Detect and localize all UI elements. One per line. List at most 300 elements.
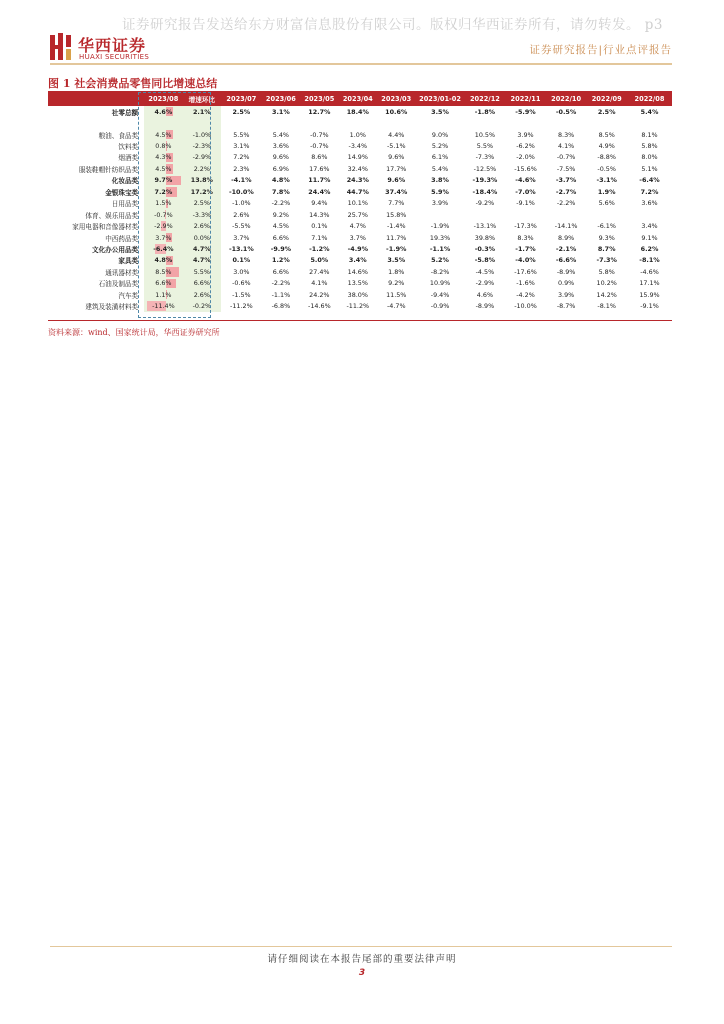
table-cell: 3.7% [349,233,366,242]
table-cell: -9.4% [430,290,450,299]
table-cell: 9.6% [272,153,289,162]
table-cell: 18.4% [346,107,369,116]
current-month-cell [144,209,182,220]
table-cell [546,209,587,220]
table-row [48,266,672,277]
table-cell: -8.7% [556,302,576,311]
table-cell: -1.2% [309,244,330,253]
table-cell [505,209,546,220]
table-row [48,243,672,254]
table-cell: 4.1% [557,142,575,151]
table-cell: -8.9% [475,302,495,311]
table-cell: -2.1% [555,244,577,253]
table-cell: -4.5% [475,267,495,276]
table-cell: 9.2% [272,210,289,219]
cell-value: 7.2% [154,187,173,196]
table-cell [377,117,415,128]
table-row [48,140,672,151]
table-cell: 7.7% [388,199,405,208]
mom-change-cell: 13.8% [183,175,221,186]
table-cell: 44.7% [346,187,369,196]
table-cell: 5.4% [431,164,449,173]
row-label: 粮油、食品类 [98,131,139,140]
table-cell: 39.8% [474,233,496,242]
source-note: 资料来源：wind、国家统计局，华西证券研究所 [48,328,220,337]
row-label: 通讯器材类 [105,268,139,277]
table-cell: -1.8% [474,107,496,116]
table-cell: 9.0% [431,130,449,139]
table-cell [300,117,338,128]
table-cell: 3.8% [431,176,449,185]
table-row [48,175,672,186]
row-label: 汽车类 [118,291,139,300]
row-label: 中西药品类 [105,234,139,243]
table-cell: -0.7% [556,153,576,162]
table-cell [465,209,506,220]
table-cell: 5.4% [640,107,659,116]
table-cell: 14.6% [347,267,368,276]
table-cell: -8.2% [430,267,450,276]
row-label: 服装鞋帽针纺织品类 [78,165,139,174]
table-cell [339,117,377,128]
table-row [48,300,672,311]
table-cell: 0.1% [232,256,251,265]
mom-change-cell: 2.6% [183,220,221,231]
table-cell: -4.2% [516,290,535,299]
mom-change-cell: 6.6% [183,278,221,289]
table-cell: -2.7% [555,187,577,196]
table-cell: 5.1% [641,164,658,173]
legal-disclaimer: 请仔细阅读在本报告尾部的重要法律声明 [267,954,457,965]
table-row [48,289,672,300]
current-month-cell [144,232,182,243]
column-header: 2023/01-02 [415,92,464,106]
table-cell: -6.4% [639,176,660,185]
table-cell: 25.7% [347,210,368,219]
table-cell [627,117,672,128]
row-label: 烟酒类 [118,154,139,163]
row-label: 金银珠宝类 [105,188,139,197]
table-cell: 37.4% [385,187,408,196]
table-cell: 4.7% [349,222,366,231]
table-cell: 8.3% [557,130,575,139]
mom-change-cell: 17.2% [183,186,221,197]
table-cell: 4.6% [476,290,494,299]
table-cell: 24.2% [309,290,330,299]
retail-growth-table [48,92,672,312]
table-cell: -19.3% [472,176,498,185]
table-cell: -6.6% [555,256,577,265]
current-month-cell [144,289,182,300]
logo-en-text: HUAXI SECURITIES [79,53,150,61]
mom-change-cell: -2.9% [183,152,221,163]
mom-change-cell: 5.5% [183,266,221,277]
table-cell: 17.7% [386,164,407,173]
table-cell: 8.5% [598,130,615,139]
table-cell: 6.1% [431,153,449,162]
table-cell: 17.6% [309,164,330,173]
mom-change-cell: -1.0% [183,129,221,140]
table-cell: -17.3% [514,222,537,231]
table-row [48,106,672,117]
report-type-label: 证券研究报告|行业点评报告 [529,44,672,56]
table-cell: 8.9% [557,233,575,242]
table-cell: -12.5% [473,164,497,173]
table-cell: 5.4% [272,130,289,139]
table-cell: 3.9% [431,199,449,208]
table-cell: -8.9% [556,267,576,276]
table-cell: 5.8% [598,267,615,276]
table-cell: -0.6% [232,279,251,288]
mom-change-cell: 2.1% [183,106,221,117]
table-cell: -0.9% [430,302,450,311]
header-divider [50,63,672,65]
cell-value: 8.5% [155,267,172,276]
table-cell: 6.2% [640,244,659,253]
table-cell: -1.4% [386,222,406,231]
table-cell: -4.7% [386,302,406,311]
table-cell: -11.2% [346,302,370,311]
table-cell: 14.9% [347,153,368,162]
table-cell [415,209,464,220]
table-cell: -8.1% [597,302,616,311]
table-cell: 14.2% [596,290,617,299]
table-cell: -3.1% [596,176,617,185]
table-cell: 8.7% [597,244,616,253]
table-cell: 5.2% [431,256,449,265]
table-cell: 1.2% [272,256,290,265]
page-number: 3 [358,968,366,978]
current-month-cell [144,300,182,311]
huaxi-logo-icon [50,33,72,60]
table-cell: -4.1% [231,176,252,185]
table-cell: -0.7% [310,130,329,139]
table-cell: 8.1% [641,130,658,139]
table-cell: 5.0% [310,256,329,265]
table-cell: 3.9% [557,290,575,299]
cell-value: 4.5% [155,130,172,139]
table-cell: 5.2% [431,142,449,151]
current-month-cell [144,152,182,163]
cell-value: 4.5% [155,164,172,173]
table-cell: -0.7% [310,142,329,151]
table-cell: -17.6% [514,267,537,276]
mom-change-cell: 4.7% [183,255,221,266]
table-cell: -2.2% [271,199,291,208]
table-cell: 4.5% [272,222,289,231]
column-header: 2022/10 [546,92,587,106]
table-cell: 9.3% [598,233,615,242]
table-cell: -6.2% [516,142,535,151]
cell-value: 1.5% [155,199,172,208]
current-month-cell [144,129,182,140]
table-cell [546,117,587,128]
mom-change-cell [183,117,221,128]
table-cell: -4.6% [640,267,659,276]
table-cell: 6.9% [272,164,289,173]
current-month-cell [144,243,182,254]
current-month-cell [144,266,182,277]
column-header: 2023/05 [300,92,338,106]
table-cell: -9.2% [475,199,495,208]
row-label: 家用电器和音像器材类 [72,223,139,232]
column-header: 2022/11 [505,92,546,106]
table-cell: 9.4% [311,199,328,208]
figure-title: 图 1 社会消费品零售同比增速总结 [48,77,218,90]
table-cell: -13.1% [228,244,254,253]
table-cell: 9.1% [641,233,658,242]
table-cell [627,209,672,220]
table-cell [221,117,262,128]
column-header: 2022/08 [627,92,672,106]
table-cell: -6.8% [271,302,291,311]
table-row [48,186,672,197]
table-cell: 3.6% [641,199,658,208]
table-cell: 5.6% [598,199,615,208]
table-cell: 12.7% [308,107,331,116]
table-cell: 1.9% [597,187,616,196]
table-cell: -5.9% [515,107,536,116]
table-cell: -1.7% [515,244,536,253]
table-cell: 10.9% [429,279,451,288]
table-cell: -14.6% [308,302,331,311]
cell-value: -0.7% [154,210,173,219]
table-cell: 3.0% [233,267,250,276]
table-cell [415,117,464,128]
table-cell: -1.5% [232,290,251,299]
mom-change-cell: 2.5% [183,198,221,209]
row-label: 化妆品类 [111,177,139,186]
table-cell: -4.0% [515,256,536,265]
table-cell: 5.8% [641,142,658,151]
table-cell: 11.7% [386,233,407,242]
table-row [48,220,672,231]
cell-value: 4.3% [155,153,172,162]
table-cell: 5.5% [476,142,494,151]
table-cell: -5.8% [474,256,496,265]
table-row [48,209,672,220]
mom-change-cell: -3.3% [183,209,221,220]
mom-change-cell: -0.2% [183,300,221,311]
cell-value: -2.9% [154,222,173,231]
table-cell: 0.9% [557,279,575,288]
table-cell: -8.1% [639,256,660,265]
table-cell [586,117,627,128]
table-cell: -5.5% [232,222,251,231]
table-cell: 3.5% [387,256,406,265]
table-cell: -1.9% [430,222,450,231]
table-cell: -3.4% [348,142,368,151]
table-cell: -0.5% [555,107,577,116]
table-cell: 19.3% [429,233,451,242]
current-month-cell [144,140,182,151]
table-cell: 2.3% [233,164,250,173]
table-cell: 6.6% [272,233,289,242]
mom-change-cell: 4.7% [183,243,221,254]
table-row [48,163,672,174]
table-cell: -7.3% [596,256,617,265]
table-cell: -0.5% [597,164,616,173]
table-cell: 7.2% [640,187,659,196]
column-header: 增速环比 [183,92,221,106]
table-cell: -3.7% [555,176,577,185]
table-cell: 3.1% [272,107,290,116]
column-header [48,92,144,106]
row-label: 石油及制品类 [98,280,139,289]
table-cell: 4.4% [388,130,405,139]
table-cell: 15.8% [386,210,407,219]
table-cell: -7.3% [475,153,495,162]
table-cell: -1.1% [429,244,451,253]
table-row [48,117,672,128]
mom-change-cell: 2.2% [183,163,221,174]
table-cell: 32.4% [347,164,368,173]
table-cell: 17.1% [639,279,660,288]
current-month-cell [144,175,182,186]
cell-value: 9.7% [154,176,173,185]
logo-cn-text: 华西证券 [78,36,147,55]
table-cell: 9.6% [387,176,406,185]
table-cell: -8.8% [597,153,616,162]
cell-value: 4.8% [154,256,173,265]
table-bottom-divider [48,320,672,321]
table-cell: 7.8% [272,187,290,196]
table-cell: -13.1% [473,222,497,231]
footer-divider [50,946,672,947]
current-month-cell [144,117,182,128]
current-month-cell [144,106,182,117]
table-cell: 10.2% [596,279,617,288]
cell-value: 3.7% [155,233,172,242]
cell-value: -6.4% [153,244,174,253]
table-cell [505,117,546,128]
table-cell: 3.4% [641,222,658,231]
table-cell: 3.6% [272,142,289,151]
table-cell: 3.5% [431,107,449,116]
table-cell: 5.9% [431,187,449,196]
row-label: 文化办公用品类 [92,245,139,254]
table-cell: 9.6% [388,153,405,162]
table-cell: -7.5% [556,164,576,173]
table-cell: 3.1% [233,142,250,151]
column-header: 2023/07 [221,92,262,106]
row-label: 饮料类 [118,143,139,152]
current-month-cell [144,198,182,209]
table-cell: 3.7% [233,233,250,242]
table-cell: -4.9% [347,244,368,253]
table-cell: -11.2% [230,302,253,311]
table-cell: 15.9% [639,290,660,299]
table-cell: -10.0% [514,302,537,311]
column-header: 2022/12 [465,92,506,106]
table-cell: 0.1% [311,222,328,231]
cell-value: 0.8% [155,142,172,151]
watermark-text: 证券研究报告发送给东方财富信息股份有限公司。版权归华西证券所有，请勿转发。 p3 [122,17,664,33]
table-cell: -0.3% [474,244,496,253]
table-cell: -1.6% [516,279,535,288]
table-cell: -1.1% [271,290,291,299]
table-cell: -14.1% [554,222,578,231]
table-row [48,232,672,243]
table-cell: -9.9% [270,244,292,253]
table-cell: -1.0% [232,199,251,208]
table-cell: 24.4% [308,187,331,196]
table-cell: 2.6% [233,210,250,219]
column-header: 2023/04 [339,92,377,106]
table-cell: 6.6% [272,267,289,276]
cell-value: -11.4% [152,302,175,311]
table-cell: 10.5% [474,130,496,139]
table-cell: 11.7% [308,176,331,185]
table-cell: -18.4% [472,187,498,196]
table-cell [465,117,506,128]
column-header: 2022/09 [586,92,627,106]
table-cell: -6.1% [597,222,616,231]
table-cell: -2.2% [271,279,291,288]
mom-change-cell: 2.6% [183,289,221,300]
table-cell: 38.0% [347,290,368,299]
table-cell: 7.1% [311,233,328,242]
table-cell: 14.3% [309,210,330,219]
table-cell: 24.3% [346,176,369,185]
table-cell: 1.8% [388,267,405,276]
table-cell: 2.5% [597,107,616,116]
row-label: 建筑及装潢材料类 [85,303,139,312]
cell-value: 6.6% [155,279,172,288]
row-label: 家具类 [118,257,139,266]
table-header-row [48,92,672,106]
table-cell: -2.9% [475,279,495,288]
table-cell: -10.0% [228,187,254,196]
current-month-cell [144,163,182,174]
column-header: 2023/06 [262,92,300,106]
table-row [48,198,672,209]
mom-change-cell: 0.0% [183,232,221,243]
table-cell: 8.6% [311,153,328,162]
column-header: 2023/08 [144,92,182,106]
table-cell: -9.1% [640,302,659,311]
table-cell: 27.4% [309,267,330,276]
cell-value: 1.1% [155,290,172,299]
table-cell: 13.5% [347,279,368,288]
table-cell: -1.9% [386,244,407,253]
row-label: 体育、娱乐用品类 [85,211,139,220]
current-month-cell [144,278,182,289]
column-header: 2023/03 [377,92,415,106]
table-cell: 3.9% [517,130,534,139]
row-label [48,117,144,128]
table-row [48,129,672,140]
table-cell: 4.8% [272,176,290,185]
table-cell: -2.2% [556,199,576,208]
cell-value: 4.6% [154,107,173,116]
table-cell: 10.1% [347,199,368,208]
table-row [48,255,672,266]
mom-change-cell: -2.3% [183,140,221,151]
table-cell [586,209,627,220]
table-cell: -2.0% [516,153,535,162]
table-cell: 4.9% [598,142,615,151]
table-cell: 11.5% [386,290,407,299]
table-cell [262,117,300,128]
table-cell: 8.3% [517,233,534,242]
current-month-cell [144,186,182,197]
table-cell: 5.5% [233,130,250,139]
table-cell: 2.5% [232,107,251,116]
table-cell: -4.6% [515,176,536,185]
table-cell: 4.1% [311,279,328,288]
table-cell: -5.1% [386,142,406,151]
